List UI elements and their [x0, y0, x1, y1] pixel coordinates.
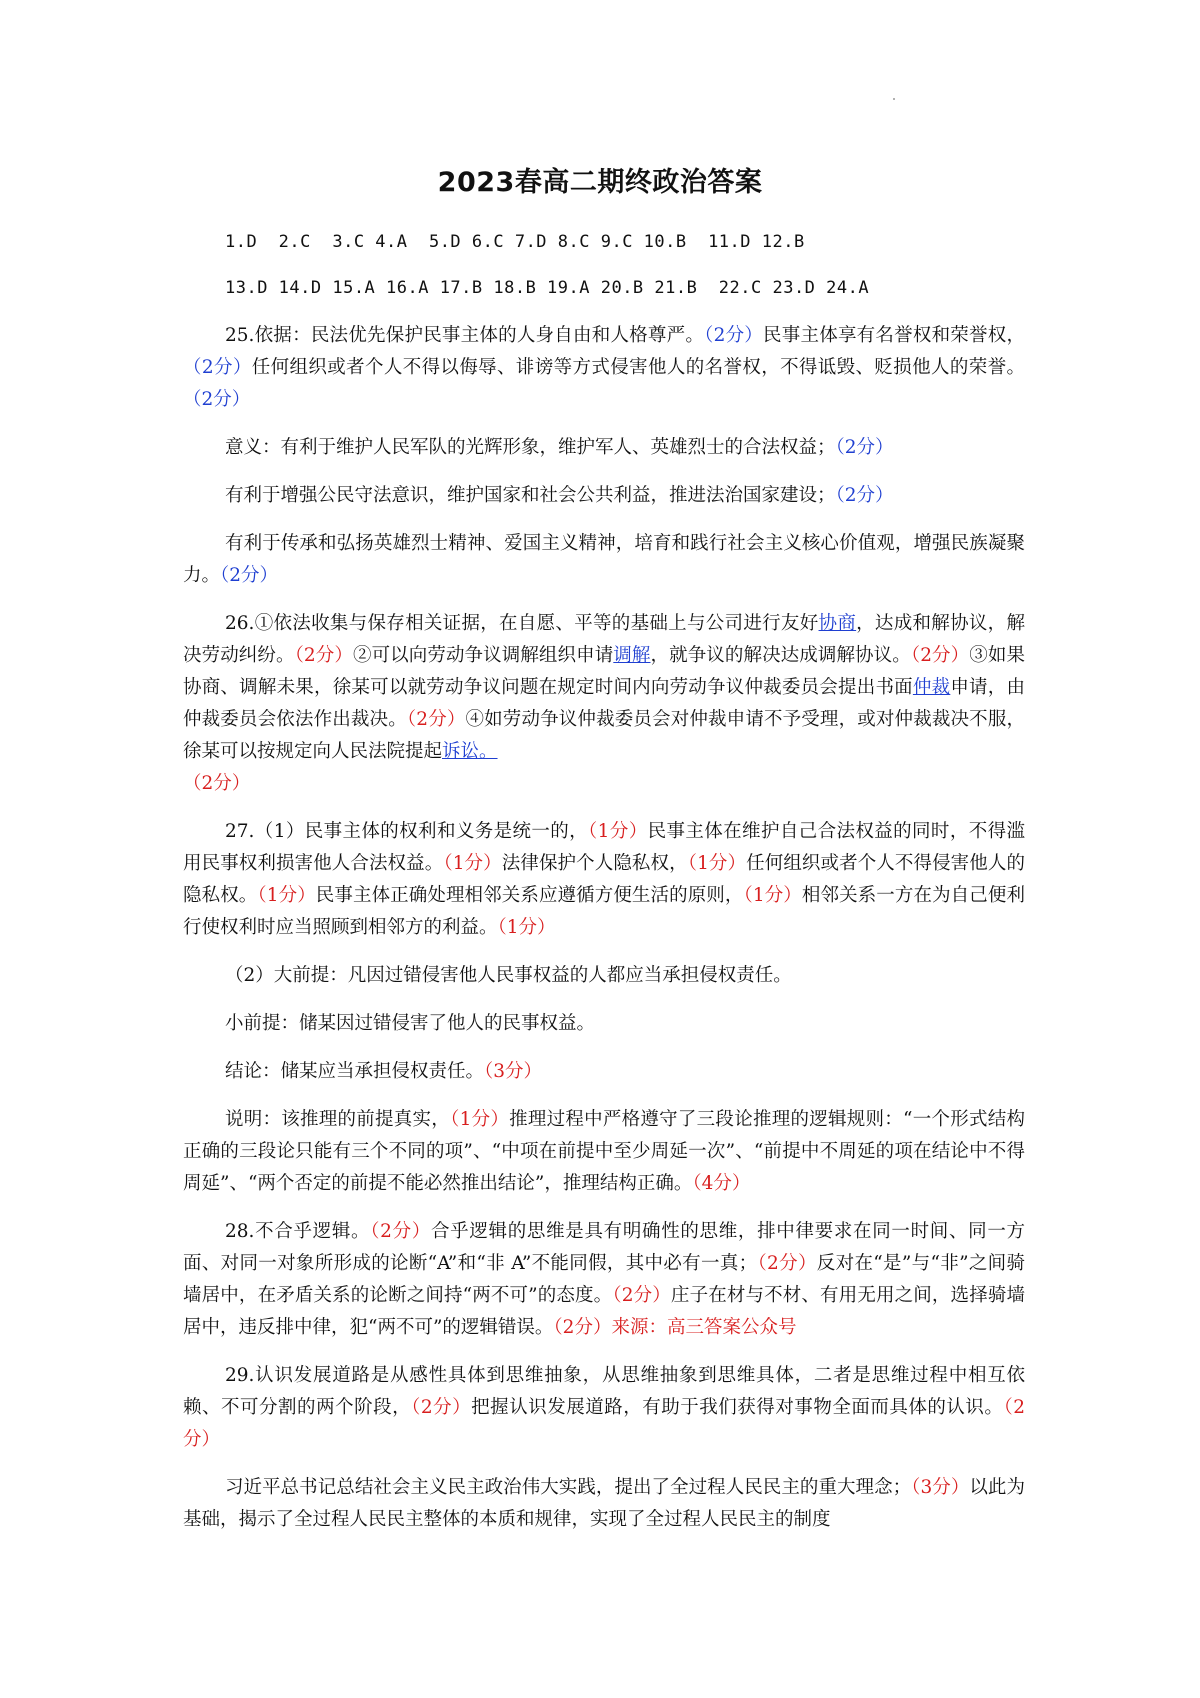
- q28-score-1: （2分）: [370, 1221, 431, 1242]
- q26-score-3: （2分）: [406, 709, 466, 730]
- answers-row-1: 1.D 2.C 3.C 4.A 5.D 6.C 7.D 8.C 9.C 10.B 11.D 12.B: [225, 232, 805, 252]
- q27-explanation-score-1: （1分）: [450, 1109, 510, 1130]
- page-dot: [893, 98, 895, 100]
- q27-text-2: 民事主体在维护自己合法权益的同时，不得滥用民事权利损害他人合法权益。: [183, 821, 1025, 874]
- q25-meaning-score-1: （2分）: [835, 437, 894, 458]
- q27-score-2: （1分）: [443, 853, 502, 874]
- q27-score-4: （1分）: [257, 885, 316, 906]
- q25-meaning-1: [183, 432, 1025, 464]
- q29-text-2: 把握认识发展道路，有助于我们获得对事物全面而具体的认识。: [471, 1397, 1004, 1418]
- q26-link-arbitration[interactable]: 仲裁: [912, 677, 951, 698]
- q28-score-2: （2分）: [757, 1253, 817, 1274]
- q29-text-4: 以此为基础，揭示了全过程人民民主整体的本质和规律，实现了全过程人民民主的制度: [183, 1477, 1025, 1530]
- q26-text-4: ，就争议的解决达成调解协议。: [650, 645, 911, 666]
- q27-explanation: [183, 1104, 1025, 1200]
- q27-explanation-score-2: （4分）: [692, 1173, 751, 1194]
- page-title: 2023春高二期终政治答案: [437, 167, 763, 198]
- q27-score-1: （1分）: [588, 821, 648, 842]
- q26-text-7: ④如劳动争议仲裁委员会对仲裁申请不予受理，或对仲裁裁决不服，徐某可以按规定向人民法院提起: [183, 709, 1025, 762]
- q27-text-5: 民事主体正确处理相邻关系应遵循方便生活的原则，: [315, 885, 744, 906]
- q27-score-6: （1分）: [497, 917, 556, 938]
- q29-score-2: （2分）: [183, 1397, 1025, 1450]
- q25-score-3: （2分）: [183, 389, 251, 410]
- q27-score-3: （1分）: [687, 853, 747, 874]
- q25-text-1: 25.依据：民法优先保护民事主体的人身自由和人格尊严。: [225, 325, 705, 346]
- q28-text-2: 合乎逻辑的思维是具有明确性的思维，排中律要求在同一时间、同一方面、对同一对象所形成的论断“A”和“非 A”不能同假，其中必有一真；: [183, 1221, 1025, 1274]
- q27-explanation-text-2: 推理过程中严格遵守了三段论推理的逻辑规则：“一个形式结构正确的三段论只能有三个不同的项”、“中项在前提中至少周延一次”、“前提中不周延的项在结论中不得周延”、“两个否定的前提不能必然推出结论”，推理结构正确。: [183, 1109, 1025, 1194]
- q26-text-2: ，达成和解协议，解决劳动纠纷。: [183, 613, 1025, 666]
- q27-conclusion-text: 结论：储某应当承担侵权责任。: [225, 1061, 485, 1082]
- q27-text-3: 法律保护个人隐私权，: [501, 853, 688, 874]
- q28-answer: [183, 1216, 1025, 1344]
- q27-text-6: 相邻关系一方在为自己便利行使权利时应当照顾到相邻方的利益。: [183, 885, 1025, 938]
- q27-explanation-text-1: 说明：该推理的前提真实，: [225, 1109, 451, 1130]
- q27-minor-premise: 小前提：储某因过错侵害了他人的民事权益。: [225, 1013, 596, 1034]
- q25-basis: [183, 320, 1025, 416]
- q26-score-1: （2分）: [294, 645, 353, 666]
- q29-score-3: （3分）: [911, 1477, 970, 1498]
- q26-text-6: 申请，由仲裁委员会依法作出裁决。: [183, 677, 1025, 730]
- q27-conclusion: [183, 1056, 1025, 1088]
- q26-text-5: ③如果协商、调解未果，徐某可以就劳动争议问题在规定时间内向劳动争议仲裁委员会提出书面: [183, 645, 1025, 698]
- q25-meaning-score-3: （2分）: [220, 565, 279, 586]
- q26-score-2: （2分）: [910, 645, 970, 666]
- q25-score-2: （2分）: [183, 357, 252, 378]
- q26-text-1: 26.①依法收集与保存相关证据，在自愿、平等的基础上与公司进行友好: [225, 613, 819, 634]
- q26-link-litigation[interactable]: 诉讼。: [442, 741, 498, 762]
- q26-text-3: ②可以向劳动争议调解组织申请: [352, 645, 614, 666]
- q27-text-1: 27.（1）民事主体的权利和义务是统一的，: [225, 821, 589, 842]
- q25-text-2: 民事主体享有名誉权和荣誉权，: [763, 325, 1025, 346]
- q25-meaning-text-3: 有利于传承和弘扬英雄烈士精神、爱国主义精神，培育和践行社会主义核心价值观，增强民族凝聚力。: [183, 533, 1025, 586]
- q26-link-negotiation[interactable]: 协商: [818, 613, 857, 634]
- q25-meaning-2: [183, 480, 1025, 512]
- q27-part1: [183, 816, 1025, 944]
- q25-meaning-score-2: （2分）: [835, 485, 894, 506]
- q25-score-1: （2分）: [704, 325, 764, 346]
- q28-text-4: 庄子在材与不材、有用无用之间，选择骑墙居中，违反排中律，犯“两不可”的逻辑错误。: [183, 1285, 1025, 1338]
- q25-text-3: 任何组织或者个人不得以侮辱、诽谤等方式侵害他人的名誉权，不得诋毁、贬损他人的荣誉。: [251, 357, 1025, 378]
- q27-score-5: （1分）: [743, 885, 802, 906]
- q29-text-1: 29.认识发展道路是从感性具体到思维抽象，从思维抽象到思维具体，二者是思维过程中相互依赖、不可分割的两个阶段，: [183, 1365, 1025, 1418]
- q28-text-1: 28.不合乎逻辑。: [225, 1221, 371, 1242]
- q25-meaning-text-1: 意义：有利于维护人民军队的光辉形象，维护军人、英雄烈士的合法权益；: [225, 437, 836, 458]
- q26-answer: [183, 608, 1025, 800]
- q29-answer-2: [183, 1472, 1025, 1536]
- q28-score-3: （2分）: [612, 1285, 671, 1306]
- document-body: [183, 226, 1025, 1552]
- q26-link-mediation[interactable]: 调解: [613, 645, 651, 666]
- q26-score-4: （2分）: [183, 773, 251, 794]
- q27-text-4: 任何组织或者个人不得侵害他人的隐私权。: [183, 853, 1025, 906]
- q25-meaning-3: [183, 528, 1025, 592]
- q29-text-3: 习近平总书记总结社会主义民主政治伟大实践，提出了全过程人民民主的重大理念；: [225, 1477, 912, 1498]
- q27-major-premise: （2）大前提：凡因过错侵害他人民事权益的人都应当承担侵权责任。: [225, 965, 792, 986]
- q27-conclusion-score: （3分）: [484, 1061, 543, 1082]
- answers-row-2: 13.D 14.D 15.A 16.A 17.B 18.B 19.A 20.B 21.B 22.C 23.D 24.A: [225, 278, 870, 298]
- q29-answer-1: [183, 1360, 1025, 1456]
- q28-text-3: 反对在“是”与“非”之间骑墙居中，在矛盾关系的论断之间持“两不可”的态度。: [183, 1253, 1025, 1306]
- q28-score-4: （2分）来源：高三答案公众号: [553, 1317, 797, 1338]
- q29-score-1: （2分）: [411, 1397, 472, 1418]
- q25-meaning-text-2: 有利于增强公民守法意识，维护国家和社会公共利益，推进法治国家建设；: [225, 485, 836, 506]
